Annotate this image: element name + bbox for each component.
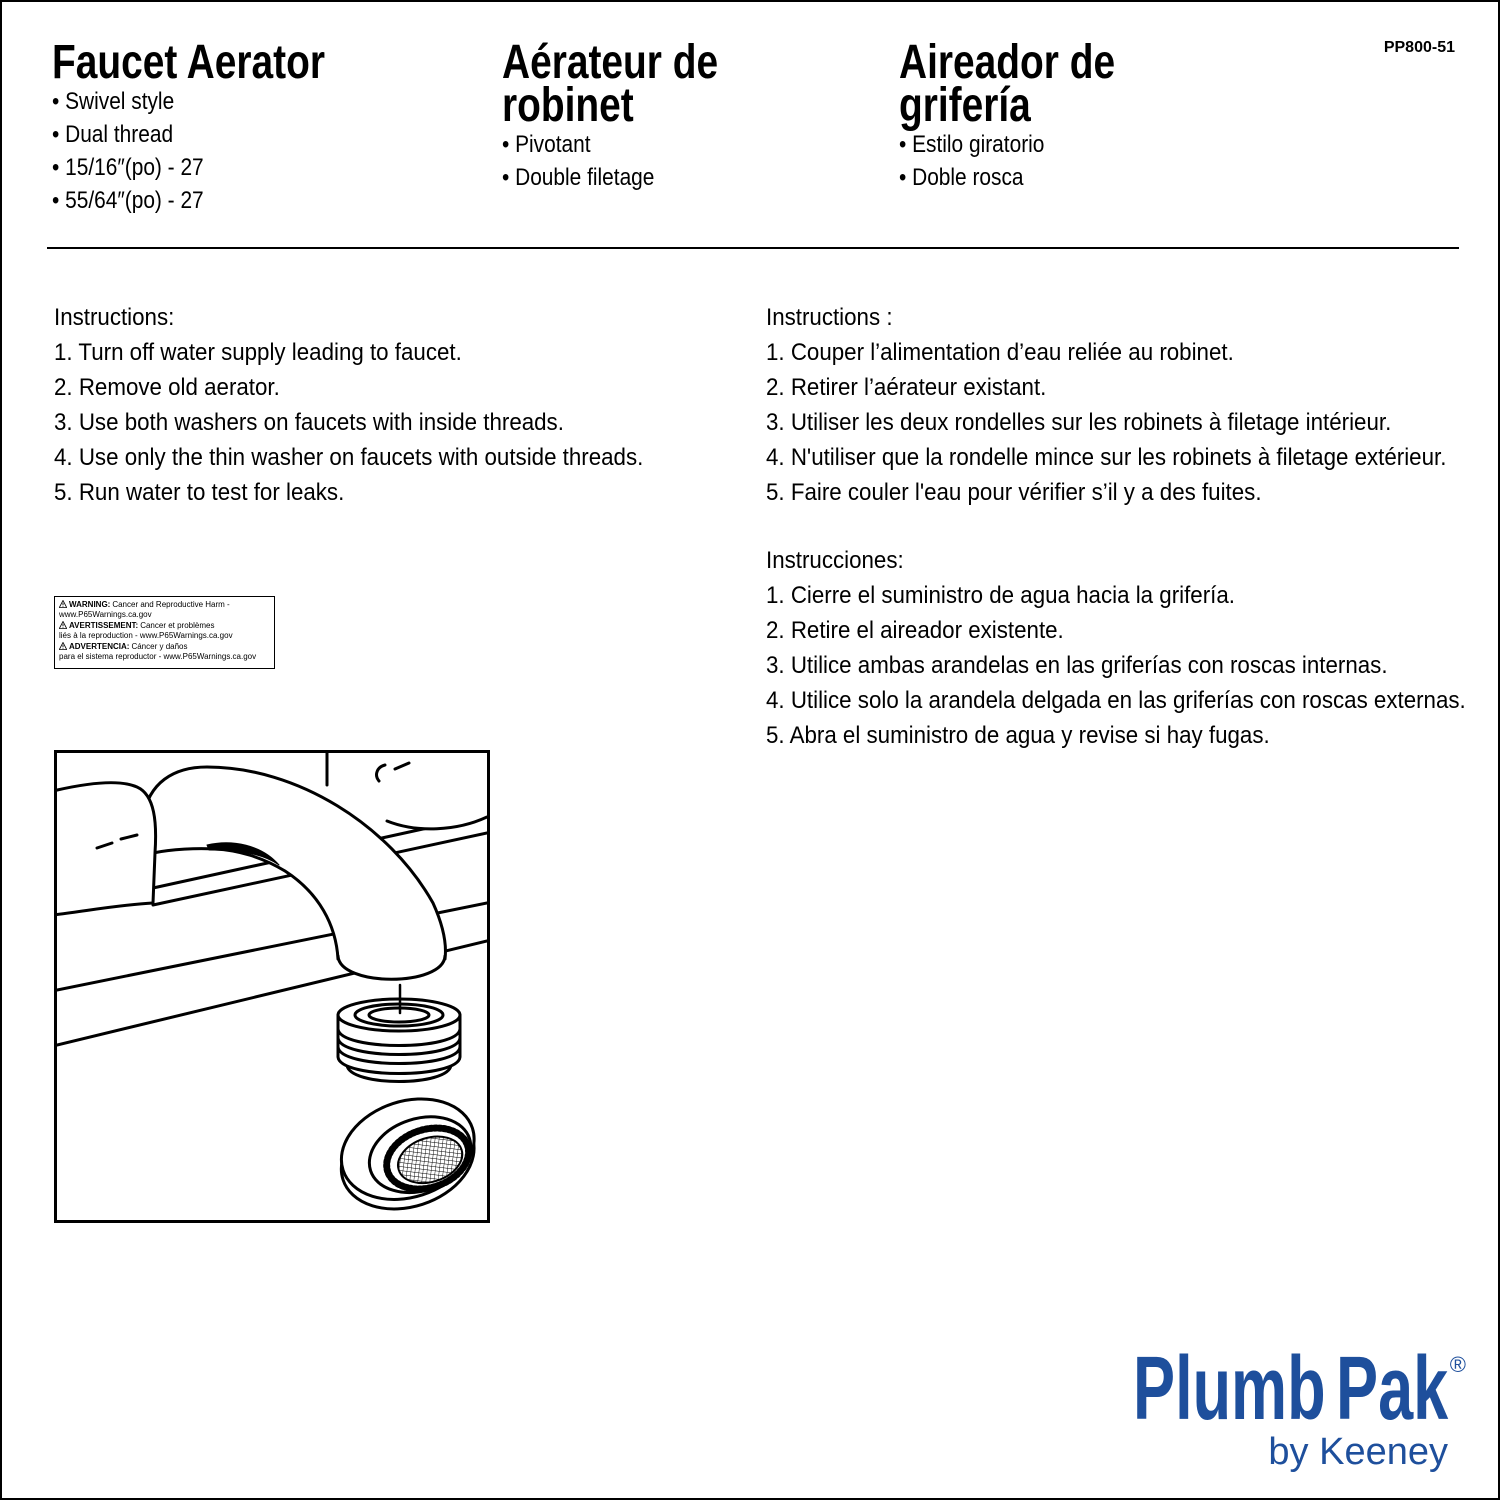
warning-line bbox=[59, 621, 270, 631]
title-text: Aérateur de bbox=[502, 36, 719, 89]
brand-tagline: by Keeney bbox=[1268, 1431, 1448, 1473]
instruction-step bbox=[766, 440, 1496, 475]
instruction-step bbox=[766, 475, 1496, 510]
step-text: 2. Retirer l’aérateur existant. bbox=[766, 374, 1047, 401]
part-number: PP800-51 bbox=[1383, 39, 1455, 56]
feature-text: • Swivel style bbox=[52, 88, 175, 115]
title-line bbox=[899, 79, 1166, 132]
instruction-step bbox=[766, 335, 1496, 370]
instruction-step bbox=[54, 440, 744, 475]
feature-text: • 55/64″(po) - 27 bbox=[52, 187, 204, 214]
step-text: 4. Use only the thin washer on faucets with outside threads. bbox=[54, 444, 644, 471]
header-divider bbox=[47, 247, 1459, 249]
warning-label: AVERTISSEMENT: bbox=[69, 621, 139, 630]
warning-label: WARNING: bbox=[69, 600, 111, 609]
feature-text: • 15/16″(po) - 27 bbox=[52, 154, 204, 181]
instructions-heading bbox=[54, 300, 744, 335]
step-text: 1. Turn off water supply leading to faucet. bbox=[54, 339, 462, 366]
instructions-en bbox=[54, 300, 744, 510]
feature-item bbox=[52, 151, 226, 184]
instruction-step bbox=[766, 648, 1496, 683]
step-text: 3. Utilice ambas arandelas en las griferías con roscas internas. bbox=[766, 652, 1388, 679]
feature-item bbox=[899, 128, 1066, 161]
product-title-en bbox=[52, 36, 389, 89]
step-text: 2. Retire el aireador existente. bbox=[766, 617, 1064, 644]
step-text: 5. Faire couler l'eau pour vérifier s’il y a des fuites. bbox=[766, 479, 1262, 506]
instruction-step bbox=[766, 405, 1496, 440]
step-text: 3. Utiliser les deux rondelles sur les robinets à filetage intérieur. bbox=[766, 409, 1392, 436]
feature-item bbox=[502, 128, 677, 161]
warning-text: Cáncer y daños bbox=[131, 642, 188, 651]
step-text: 1. Couper l’alimentation d’eau reliée au robinet. bbox=[766, 339, 1234, 366]
title-text: robinet bbox=[502, 79, 634, 132]
feature-item bbox=[899, 161, 1066, 194]
feature-item bbox=[52, 118, 226, 151]
instruction-step bbox=[766, 370, 1496, 405]
instruction-step bbox=[54, 335, 744, 370]
instructions-heading bbox=[766, 543, 1496, 578]
instructions-es bbox=[766, 543, 1496, 753]
heading-text: Instrucciones: bbox=[766, 547, 904, 574]
feature-text: • Estilo giratorio bbox=[899, 131, 1045, 158]
warning-line bbox=[59, 642, 270, 652]
step-text: 2. Remove old aerator. bbox=[54, 374, 280, 401]
feature-text: • Doble rosca bbox=[899, 164, 1024, 191]
instruction-step bbox=[766, 718, 1496, 753]
warning-text: Cancer et problèmes bbox=[140, 621, 215, 630]
product-title-es bbox=[899, 36, 1166, 132]
title-line bbox=[502, 36, 769, 89]
warning-en bbox=[59, 600, 270, 620]
instructions-heading bbox=[766, 300, 1496, 335]
registered-mark: ® bbox=[1449, 1352, 1466, 1377]
warning-triangle-icon bbox=[59, 642, 67, 650]
title-line bbox=[899, 36, 1166, 89]
title-line bbox=[502, 79, 769, 132]
feature-text: • Double filetage bbox=[502, 164, 655, 191]
warning-line bbox=[59, 600, 270, 610]
warning-url-line: www.P65Warnings.ca.gov bbox=[59, 610, 152, 619]
instructions-fr bbox=[766, 300, 1496, 510]
faucet-aerator-illustration bbox=[54, 750, 490, 1223]
product-features-fr bbox=[502, 128, 677, 194]
warning-fr bbox=[59, 621, 270, 641]
prop65-warning-box bbox=[54, 596, 275, 669]
feature-item bbox=[52, 85, 226, 118]
warning-text: Cancer and Reproductive Harm - bbox=[112, 600, 230, 609]
feature-text: • Dual thread bbox=[52, 121, 174, 148]
illustration-canvas bbox=[57, 753, 487, 1220]
warning-triangle-icon bbox=[59, 621, 67, 629]
warning-triangle-icon bbox=[59, 600, 67, 608]
instruction-step bbox=[54, 370, 744, 405]
warning-url-line: para el sistema reproductor - www.P65Warnings.ca.gov bbox=[59, 652, 257, 661]
title-text: Faucet Aerator bbox=[52, 36, 325, 89]
brand-logo-name: Plumb Pak bbox=[1132, 1339, 1448, 1439]
heading-text: Instructions: bbox=[54, 304, 175, 331]
instruction-step bbox=[766, 683, 1496, 718]
aerator-cap bbox=[325, 1083, 487, 1220]
step-text: 4. Utilice solo la arandela delgada en las griferías con roscas externas. bbox=[766, 687, 1466, 714]
faucet-handle-left bbox=[57, 783, 156, 915]
step-text: 5. Abra el suministro de agua y revise si hay fugas. bbox=[766, 722, 1270, 749]
instruction-step bbox=[766, 613, 1496, 648]
feature-item bbox=[502, 161, 677, 194]
product-title-fr bbox=[502, 36, 769, 132]
title-text: Aireador de bbox=[899, 36, 1116, 89]
step-text: 3. Use both washers on faucets with inside threads. bbox=[54, 409, 564, 436]
title-text: grifería bbox=[899, 79, 1031, 132]
warning-es bbox=[59, 642, 270, 662]
feature-text: • Pivotant bbox=[502, 131, 591, 158]
instruction-step bbox=[54, 405, 744, 440]
step-text: 4. N'utiliser que la rondelle mince sur les robinets à filetage extérieur. bbox=[766, 444, 1447, 471]
warning-label: ADVERTENCIA: bbox=[69, 642, 130, 651]
warning-url-line: liés à la reproduction - www.P65Warnings.ca.gov bbox=[59, 631, 233, 640]
heading-text: Instructions : bbox=[766, 304, 893, 331]
step-text: 5. Run water to test for leaks. bbox=[54, 479, 345, 506]
title-line bbox=[52, 36, 389, 89]
product-features-en bbox=[52, 85, 226, 217]
instruction-step bbox=[766, 578, 1496, 613]
step-text: 1. Cierre el suministro de agua hacia la grifería. bbox=[766, 582, 1235, 609]
product-features-es bbox=[899, 128, 1066, 194]
instruction-step bbox=[54, 475, 744, 510]
feature-item bbox=[52, 184, 226, 217]
